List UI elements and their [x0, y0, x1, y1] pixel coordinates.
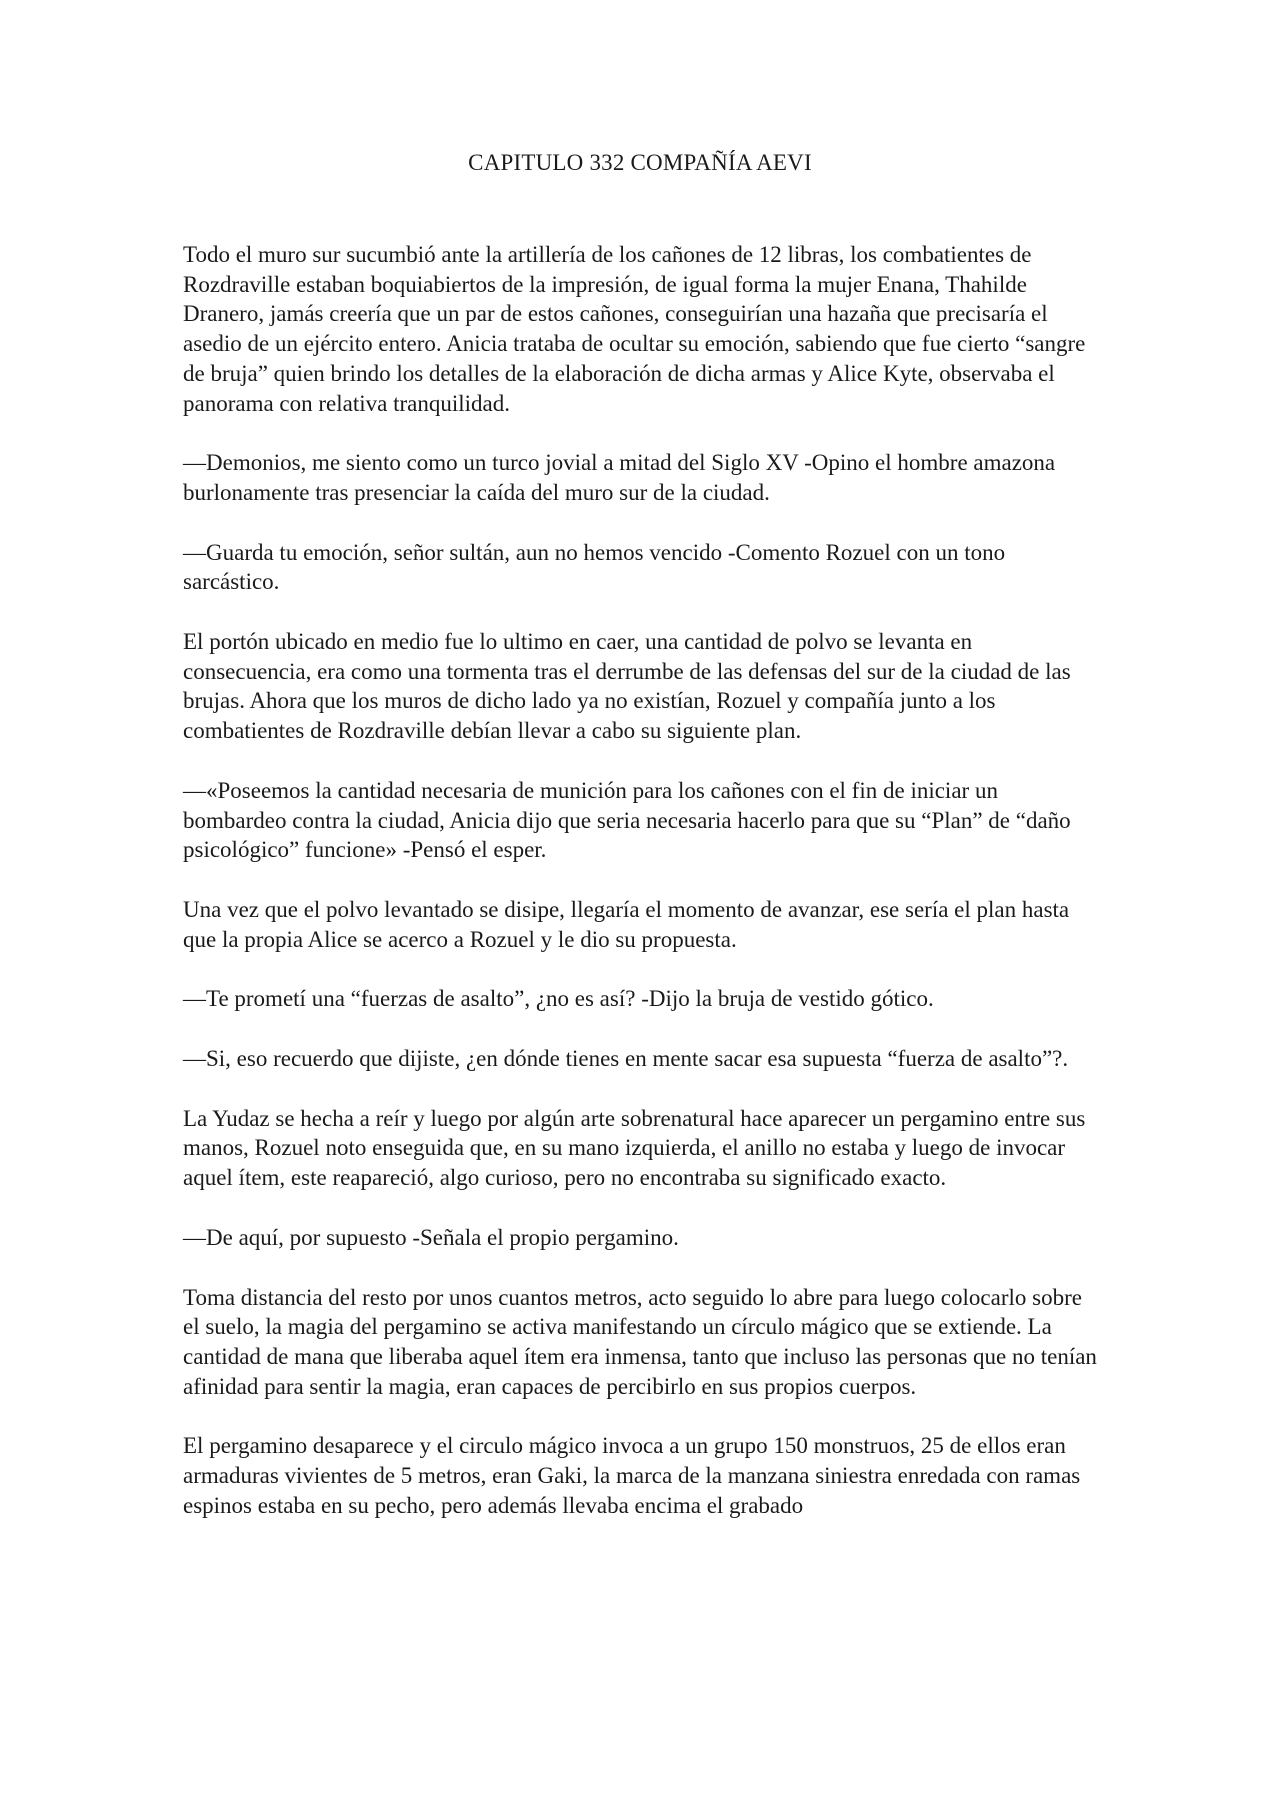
chapter-title: CAPITULO 332 COMPAÑÍA AEVI — [468, 150, 812, 175]
paragraph: Toma distancia del resto por unos cuantos metros, acto seguido lo abre para luego colocarlo sobre el suelo, la magia del pergamino se activa manifestando un círculo mágico que se extiende. La cantidad de mana que liberaba aquel ítem era inmensa, tanto que incluso las personas que no tenían afinidad para sentir la magia, eran capaces de percibirlo en sus propios cuerpos. — [183, 1284, 1097, 1399]
paragraph: —Te prometí una “fuerzas de asalto”, ¿no es así? -Dijo la bruja de vestido gótico. — [183, 986, 934, 1012]
paragraph: —De aquí, por supuesto -Señala el propio pergamino. — [183, 1224, 679, 1250]
paragraph: —Demonios, me siento como un turco jovial a mitad del Siglo XV -Opino el hombre amazona burlonamente tras presenciar la caída del muro sur de la ciudad. — [183, 450, 1056, 505]
paragraph: —Guarda tu emoción, señor sultán, aun no hemos vencido -Comento Rozuel con un tono sarcástico. — [183, 539, 1006, 595]
paragraph: —«Poseemos la cantidad necesaria de munición para los cañones con el fin de iniciar un bombardeo contra la ciudad, Anicia dijo que seria necesaria hacerlo para que su “Plan” de “daño psicológico” funcione» -Pensó el esper. — [183, 777, 1071, 863]
paragraph: Una vez que el polvo levantado se disipe, llegaría el momento de avanzar, ese sería el plan hasta que la propia Alice se acerco a Rozuel y le dio su propuesta. — [183, 896, 1070, 952]
paragraph: El portón ubicado en medio fue lo ultimo en caer, una cantidad de polvo se levanta en consecuencia, era como una tormenta tras el derrumbe de las defensas del sur de la ciudad de las brujas. Ahora que los muros de dicho lado ya no existían, Rozuel y compañía junto a los combatientes de Rozdraville debían llevar a cabo su siguiente plan. — [183, 629, 1071, 744]
document-body — [183, 240, 1103, 1551]
paragraph: El pergamino desaparece y el circulo mágico invoca a un grupo 150 monstruos, 25 de ellos eran armaduras vivientes de 5 metros, eran Gaki, la marca de la manzana siniestra enredada con ramas espinos estaba en su pecho, pero además llevaba encima el grabado — [183, 1433, 1081, 1518]
paragraph: Todo el muro sur sucumbió ante la artillería de los cañones de 12 libras, los combatientes de Rozdraville estaban boquiabiertos de la impresión, de igual forma la mujer Enana, Thahilde Dranero, jamás creería que un par de estos cañones, conseguirían una hazaña que precisaría el asedio de un ejército entero. Anicia trataba de ocultar su emoción, sabiendo que fue cierto “sangre de bruja” quien brindo los detalles de la elaboración de dicha armas y Alice Kyte, observaba el panorama con relativa tranquilidad. — [183, 242, 1086, 416]
paragraph: La Yudaz se hecha a reír y luego por algún arte sobrenatural hace aparecer un pergamino entre sus manos, Rozuel noto enseguida que, en su mano izquierda, el anillo no estaba y luego de invocar aquel ítem, este reapareció, algo curioso, pero no encontraba su significado exacto. — [183, 1105, 1086, 1191]
paragraph: —Si, eso recuerdo que dijiste, ¿en dónde tienes en mente sacar esa supuesta “fuerza de asalto”?. — [183, 1046, 1069, 1072]
